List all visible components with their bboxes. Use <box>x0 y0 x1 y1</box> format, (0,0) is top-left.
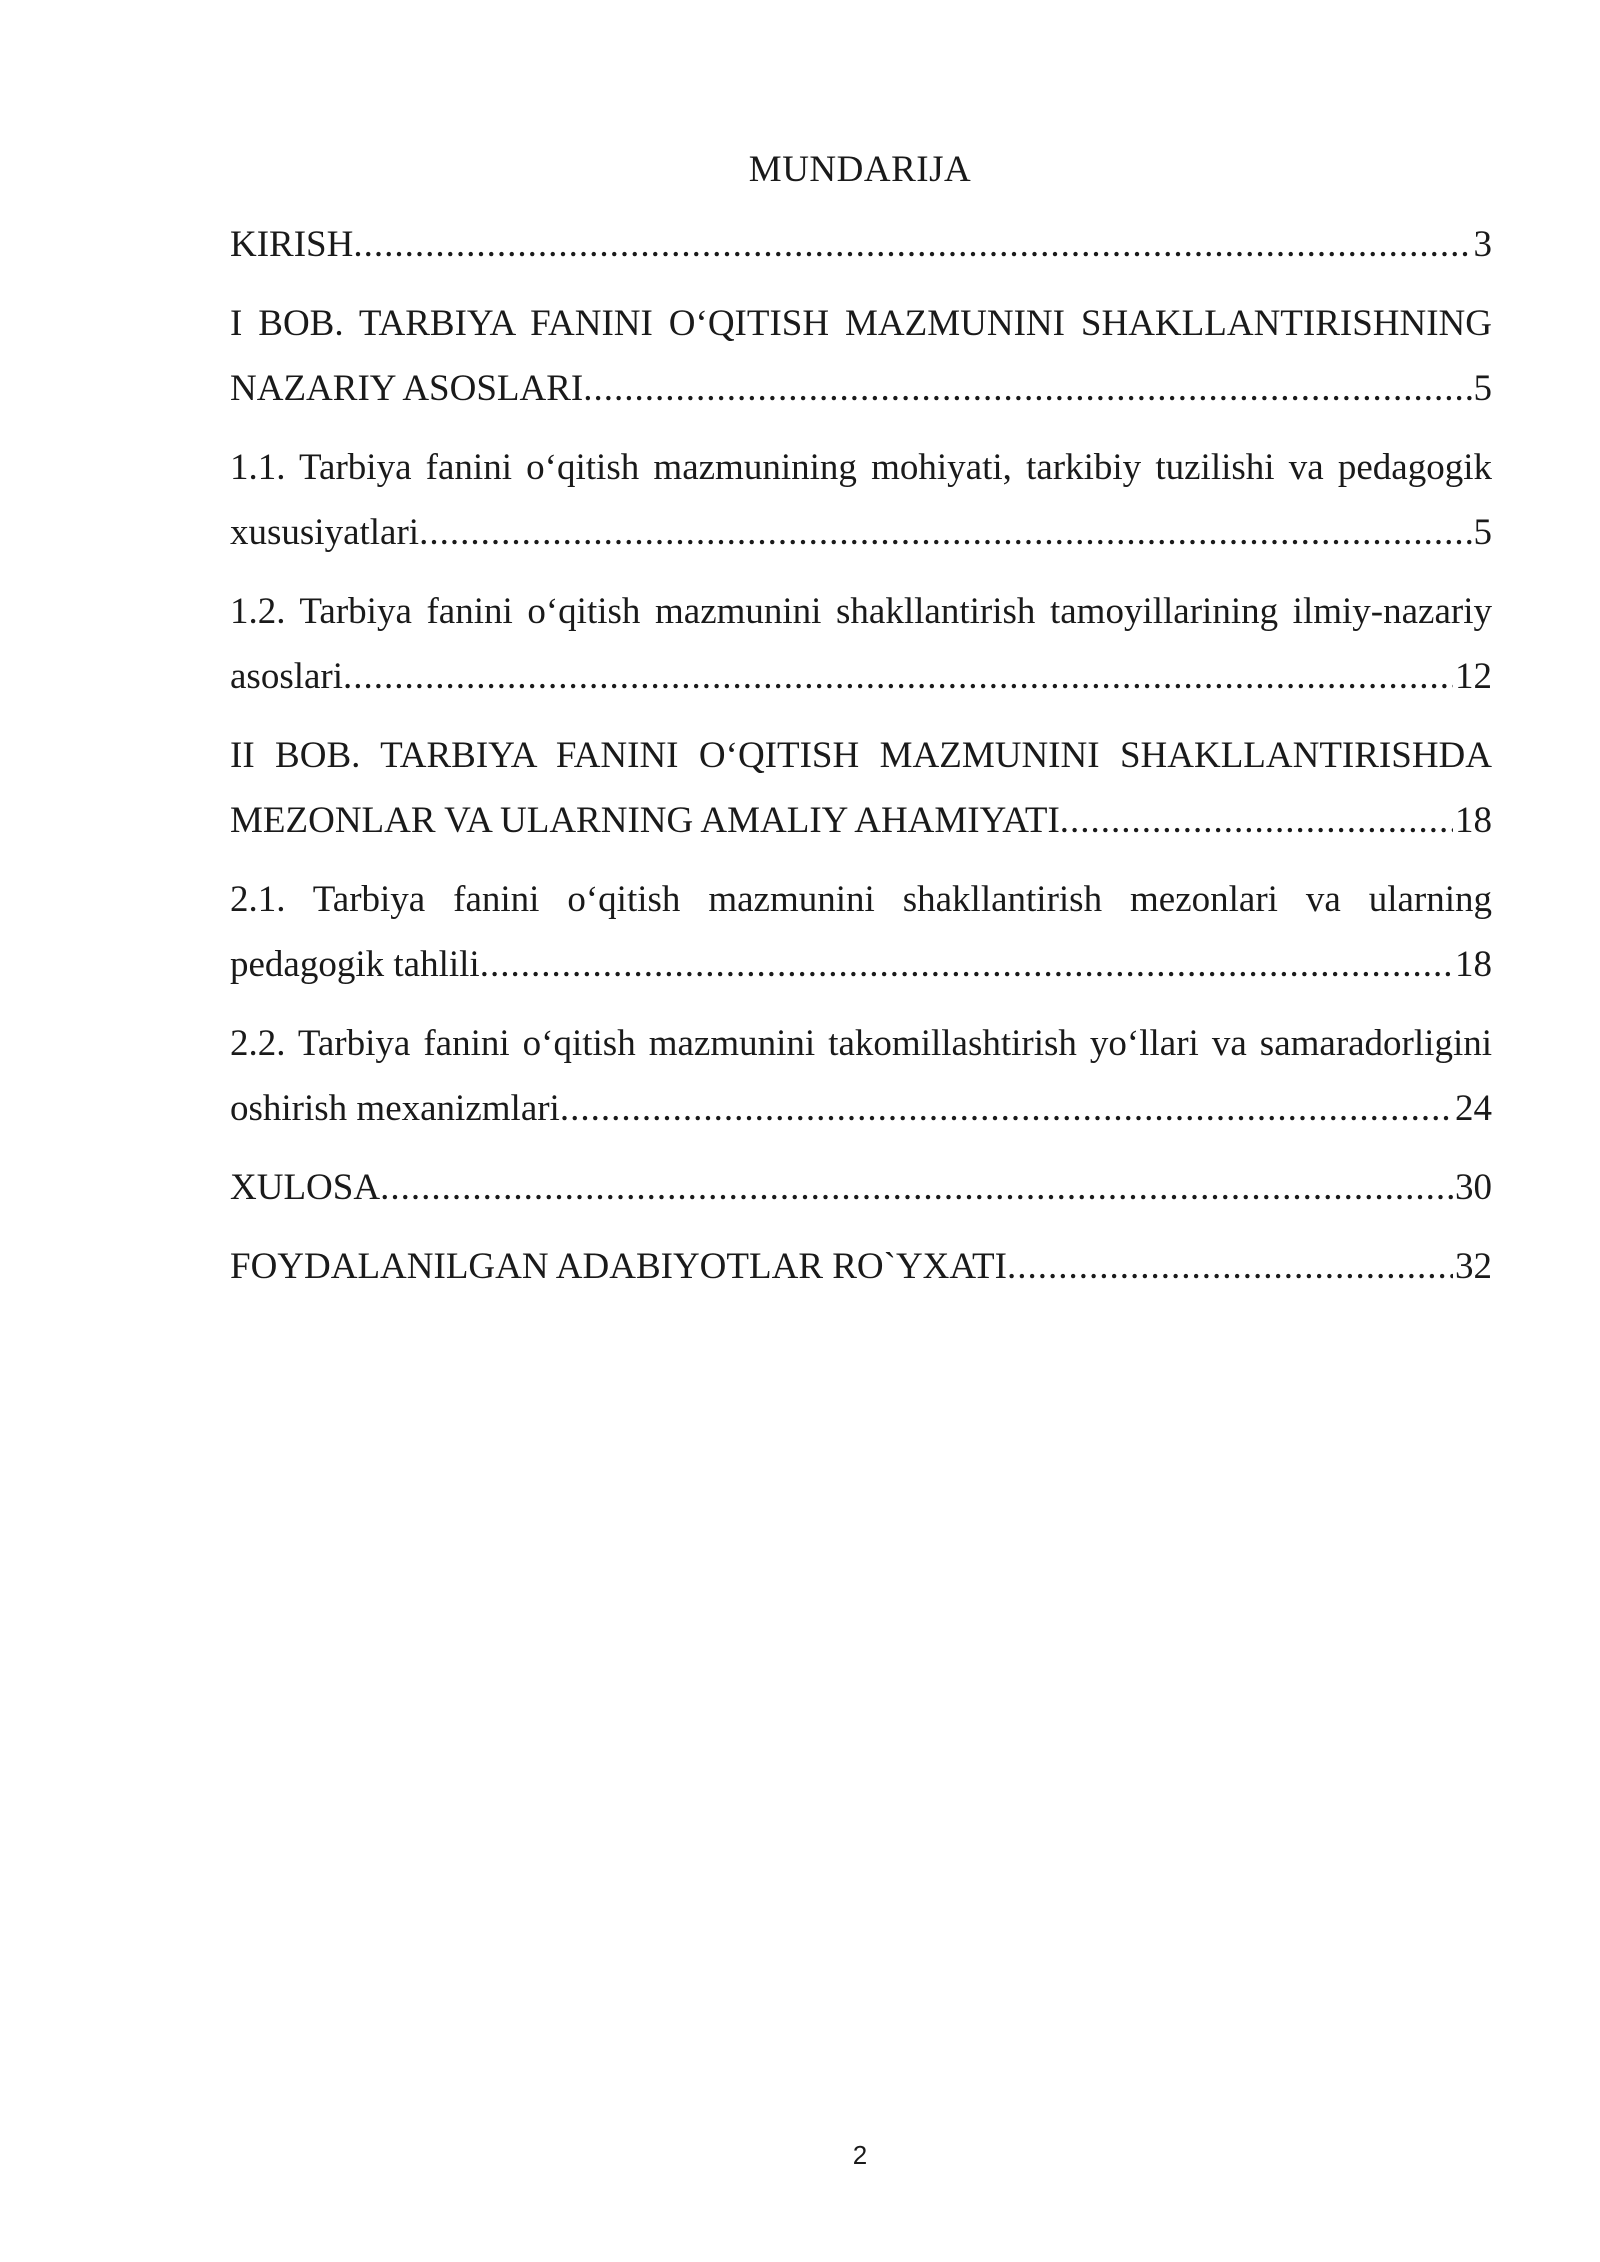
toc-page-number: 5 <box>1473 512 1492 553</box>
toc-page-number: 3 <box>1473 224 1492 265</box>
toc-entry-label-continued: xususiyatlari <box>230 512 420 553</box>
dot-leader <box>480 932 1453 997</box>
toc-entry-label-continued: NAZARIY ASOSLARI <box>230 368 584 409</box>
toc-entry-adabiyotlar[interactable] <box>230 1234 1492 1299</box>
toc-entry-label: 2.2. Tarbiya fanini o‘qitish mazmunini takomillashtirish yo‘llari va samaradorligini <box>230 1023 1492 1064</box>
toc-entry-kirish[interactable] <box>230 212 1492 277</box>
toc-entry-xulosa[interactable] <box>230 1155 1492 1220</box>
page-number: 2 <box>852 2140 868 2170</box>
toc-page-number: 30 <box>1455 1167 1492 1208</box>
toc-entry-2-1[interactable] <box>230 867 1492 997</box>
toc-entry-label-continued: oshirish mexanizmlari <box>230 1088 560 1129</box>
toc-page-number: 18 <box>1455 800 1492 841</box>
dot-leader <box>560 1076 1453 1141</box>
dot-leader <box>1060 788 1453 853</box>
table-of-contents <box>230 212 1492 1313</box>
toc-entry-label: II BOB. TARBIYA FANINI O‘QITISH MAZMUNINI SHAKLLANTIRISHDA <box>230 735 1492 776</box>
toc-entry-label: 1.2. Tarbiya fanini o‘qitish mazmunini shakllantirish tamoyillarining ilmiy-nazariy <box>230 591 1492 632</box>
toc-entry-label-continued: asoslari <box>230 656 344 697</box>
toc-page-number: 24 <box>1455 1088 1492 1129</box>
dot-leader <box>583 356 1471 421</box>
dot-leader <box>353 212 1471 277</box>
toc-entry-label: 1.1. Tarbiya fanini o‘qitish mazmunining mohiyati, tarkibiy tuzilishi va pedagogik <box>230 447 1492 488</box>
toc-entry-label-continued: pedagogik tahlili <box>230 944 480 985</box>
toc-entry-label-continued: MEZONLAR VA ULARNING AMALIY AHAMIYATI <box>230 800 1060 841</box>
toc-page-number: 12 <box>1455 656 1492 697</box>
toc-entry-label: FOYDALANILGAN ADABIYOTLAR RO`YXATI <box>230 1246 1007 1287</box>
toc-entry-label: I BOB. TARBIYA FANINI O‘QITISH MAZMUNINI SHAKLLANTIRISHNING <box>230 303 1492 344</box>
dot-leader <box>380 1155 1453 1220</box>
toc-page-number: 32 <box>1455 1246 1492 1287</box>
toc-entry-label: 2.1. Tarbiya fanini o‘qitish mazmunini shakllantirish mezonlari va ularning <box>230 879 1492 920</box>
toc-entry-2-2[interactable] <box>230 1011 1492 1141</box>
toc-title: MUNDARIJA <box>748 149 972 190</box>
dot-leader <box>419 500 1471 565</box>
dot-leader <box>343 644 1453 709</box>
toc-entry-bob2[interactable] <box>230 723 1492 853</box>
toc-entry-label: XULOSA <box>230 1167 381 1208</box>
toc-page-number: 5 <box>1473 368 1492 409</box>
dot-leader <box>1007 1234 1453 1299</box>
toc-entry-bob1[interactable] <box>230 291 1492 421</box>
toc-entry-1-1[interactable] <box>230 435 1492 565</box>
toc-page-number: 18 <box>1455 944 1492 985</box>
toc-entry-label: KIRISH <box>230 224 354 265</box>
toc-entry-1-2[interactable] <box>230 579 1492 709</box>
